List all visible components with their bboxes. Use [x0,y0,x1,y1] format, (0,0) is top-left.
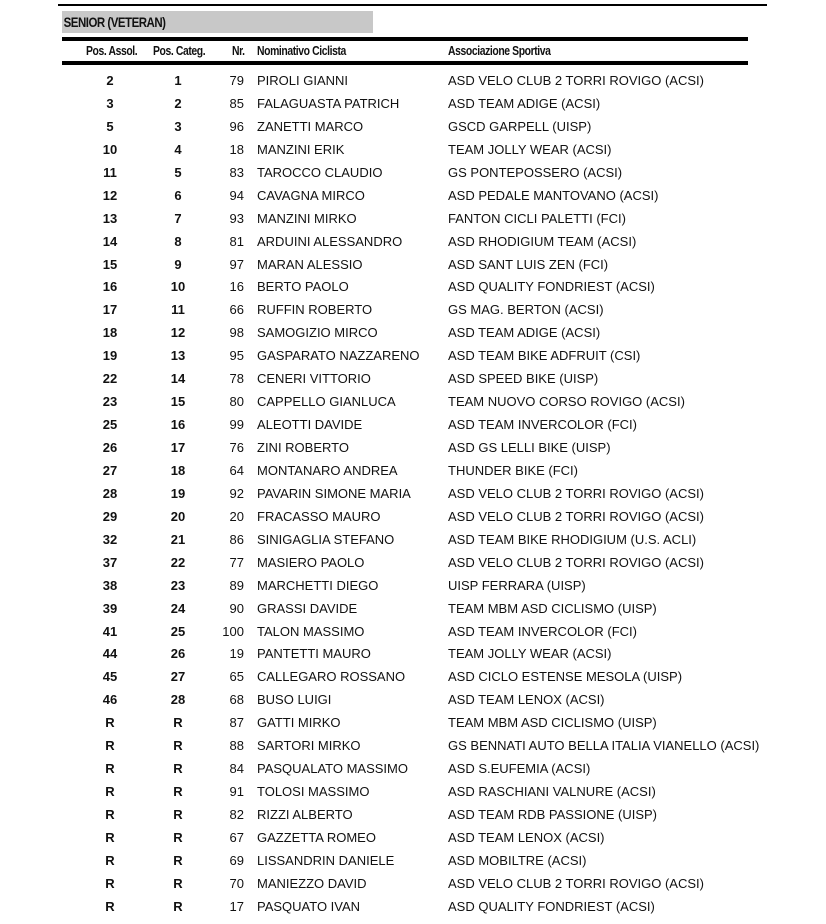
table-row [0,231,826,254]
team-cell: ASD TEAM LENOX (ACSI) [448,829,605,845]
pos-assol-cell: 28 [102,485,118,501]
pos-categ-cell: 10 [170,279,186,295]
pos-categ-cell: 11 [171,302,185,318]
team-cell: GS MAG. BERTON (ACSI) [448,302,604,318]
table-row [0,391,826,414]
pos-categ-cell: 15 [170,394,186,410]
nr-cell: 85 [229,95,244,111]
table-row [0,322,826,345]
pos-assol-cell: R [105,738,115,754]
table-row [0,460,826,483]
name-cell: ZANETTI MARCO [257,118,364,134]
pos-assol-cell: 10 [102,141,118,157]
nr-cell: 91 [229,784,244,800]
team-cell: ASD TEAM ADIGE (ACSI) [448,95,601,111]
pos-assol-cell: 38 [102,577,118,593]
table-row [0,621,826,644]
team-cell: TEAM NUOVO CORSO ROVIGO (ACSI) [448,394,685,410]
name-cell: GASPARATO NAZZARENO [257,348,420,364]
table-row [0,139,826,162]
name-cell: RUFFIN ROBERTO [257,302,373,318]
pos-categ-cell: 21 [170,531,186,547]
header-rule-bottom [62,61,748,65]
nr-cell: 98 [229,325,244,341]
pos-assol-cell: 26 [102,440,118,455]
nr-cell: 92 [229,485,244,501]
pos-assol-cell: 32 [102,531,118,547]
nr-cell: 64 [229,462,244,478]
team-cell: ASD QUALITY FONDRIEST (ACSI) [448,898,655,914]
pos-assol-cell: 22 [102,371,118,387]
pos-categ-cell: 2 [174,95,182,111]
nr-cell: 97 [229,256,244,272]
table-row [0,483,826,506]
team-cell: FANTON CICLI PALETTI (FCI) [448,210,626,226]
pos-assol-cell: R [105,852,115,868]
nr-cell: 84 [229,761,244,777]
name-cell: PASQUATO IVAN [257,898,361,914]
table-row [0,598,826,621]
name-cell: BUSO LUIGI [257,692,332,708]
team-cell: ASD SANT LUIS ZEN (FCI) [448,256,609,272]
name-cell: BERTO PAOLO [257,279,349,295]
name-cell: CALLEGARO ROSSANO [257,669,406,685]
table-row [0,575,826,598]
name-cell: MARAN ALESSIO [257,256,363,272]
pos-assol-cell: R [105,807,115,822]
name-cell: MARCHETTI DIEGO [257,577,379,593]
name-cell: MANIEZZO DAVID [257,875,367,891]
nr-cell: 90 [229,600,244,616]
name-cell: GRASSI DAVIDE [257,600,358,616]
team-cell: ASD CICLO ESTENSE MESOLA (UISP) [448,669,683,685]
nr-cell: 79 [229,73,244,88]
pos-assol-cell: 15 [102,256,118,272]
table-row [0,506,826,529]
table-row [0,735,826,758]
pos-assol-cell: 11 [103,164,117,180]
name-cell: PAVARIN SIMONE MARIA [257,485,411,501]
name-cell: PASQUALATO MASSIMO [257,761,408,777]
table-row [0,689,826,712]
name-cell: ARDUINI ALESSANDRO [257,233,403,249]
pos-assol-cell: R [105,875,115,891]
pos-assol-cell: R [105,715,115,731]
nr-cell: 77 [229,554,244,570]
table-row [0,254,826,277]
name-cell: CAPPELLO GIANLUCA [257,394,396,410]
name-cell: SARTORI MIRKO [257,738,361,754]
team-cell: ASD GS LELLI BIKE (UISP) [448,440,611,455]
team-cell: ASD QUALITY FONDRIEST (ACSI) [448,279,655,295]
team-cell: ASD VELO CLUB 2 TORRI ROVIGO (ACSI) [448,73,704,88]
pos-categ-cell: 14 [170,371,186,387]
pos-categ-cell: R [173,829,183,845]
pos-assol-cell: 29 [102,508,118,524]
pos-categ-cell: 19 [170,485,186,501]
name-cell: GATTI MIRKO [257,715,341,731]
nr-cell: 100 [222,623,244,639]
pos-categ-cell: 22 [170,554,186,570]
nr-cell: 82 [229,807,244,822]
pos-categ-cell: R [173,852,183,868]
name-cell: TOLOSI MASSIMO [257,784,370,800]
nr-cell: 99 [229,417,244,433]
name-cell: ALEOTTI DAVIDE [257,417,363,433]
nr-cell: 68 [229,692,244,708]
name-cell: MONTANARO ANDREA [257,462,398,478]
team-cell: ASD MOBILTRE (ACSI) [448,852,587,868]
nr-cell: 89 [229,577,244,593]
team-cell: ASD VELO CLUB 2 TORRI ROVIGO (ACSI) [448,875,704,891]
table-row [0,345,826,368]
table-row [0,437,826,460]
team-cell: ASD VELO CLUB 2 TORRI ROVIGO (ACSI) [448,485,704,501]
table-row [0,185,826,208]
nr-cell: 18 [229,141,244,157]
pos-categ-cell: 1 [174,73,182,88]
team-cell: ASD TEAM BIKE RHODIGIUM (U.S. ACLI) [448,531,697,547]
pos-assol-cell: 37 [102,554,118,570]
table-row [0,276,826,299]
team-cell: GS BENNATI AUTO BELLA ITALIA VIANELLO (ACSI) [448,738,760,754]
table-row [0,758,826,781]
pos-assol-cell: 18 [102,325,118,341]
pos-assol-cell: 3 [106,95,114,111]
header-associazione: Associazione Sportiva [448,43,551,58]
pos-assol-cell: 2 [106,73,114,88]
team-cell: ASD VELO CLUB 2 TORRI ROVIGO (ACSI) [448,508,704,524]
pos-assol-cell: 17 [102,302,118,318]
team-cell: ASD S.EUFEMIA (ACSI) [448,761,591,777]
pos-assol-cell: 5 [106,118,114,134]
team-cell: ASD RASCHIANI VALNURE (ACSI) [448,784,656,800]
pos-categ-cell: 13 [170,348,186,364]
pos-categ-cell: 8 [174,233,182,249]
name-cell: GAZZETTA ROMEO [257,829,376,845]
name-cell: LISSANDRIN DANIELE [257,852,395,868]
pos-categ-cell: 24 [170,600,186,616]
team-cell: TEAM JOLLY WEAR (ACSI) [448,646,612,662]
pos-assol-cell: R [105,784,115,800]
pos-categ-cell: R [173,807,183,822]
nr-cell: 17 [229,898,244,914]
pos-categ-cell: 27 [170,669,186,685]
team-cell: UISP FERRARA (UISP) [448,577,586,593]
nr-cell: 80 [229,394,244,410]
team-cell: ASD TEAM LENOX (ACSI) [448,692,605,708]
nr-cell: 69 [229,852,244,868]
pos-assol-cell: 27 [102,462,118,478]
pos-categ-cell: 3 [174,118,182,134]
nr-cell: 87 [229,715,244,731]
team-cell: ASD TEAM BIKE ADFRUIT (CSI) [448,348,641,364]
name-cell: FALAGUASTA PATRICH [257,95,400,111]
table-row [0,116,826,139]
pos-assol-cell: 16 [102,279,118,295]
pos-assol-cell: 19 [102,348,118,364]
pos-categ-cell: 9 [174,256,182,272]
name-cell: CENERI VITTORIO [257,371,371,387]
pos-categ-cell: 18 [170,462,186,478]
team-cell: ASD TEAM INVERCOLOR (FCI) [448,417,638,433]
pos-assol-cell: 45 [102,669,118,685]
pos-assol-cell: 25 [102,417,118,433]
table-row [0,850,826,873]
pos-categ-cell: 23 [170,577,186,593]
name-cell: PANTETTI MAURO [257,646,371,662]
team-cell: ASD TEAM RDB PASSIONE (UISP) [448,807,658,822]
pos-assol-cell: R [105,898,115,914]
nr-cell: 95 [229,348,244,364]
pos-categ-cell: 16 [170,417,186,433]
nr-cell: 20 [229,508,244,524]
pos-assol-cell: 13 [102,210,118,226]
table-row [0,414,826,437]
pos-categ-cell: R [173,761,183,777]
team-cell: ASD TEAM ADIGE (ACSI) [448,325,601,341]
team-cell: ASD RHODIGIUM TEAM (ACSI) [448,233,637,249]
name-cell: TALON MASSIMO [257,623,365,639]
pos-assol-cell: R [105,761,115,777]
nr-cell: 86 [229,531,244,547]
pos-categ-cell: 25 [170,623,186,639]
pos-assol-cell: 39 [102,600,118,616]
header-pos-categ: Pos. Categ. [153,43,206,58]
pos-assol-cell: 14 [102,233,118,249]
team-cell: TEAM MBM ASD CICLISMO (UISP) [448,600,657,616]
table-row [0,712,826,735]
pos-assol-cell: 44 [102,646,118,662]
table-row [0,643,826,666]
team-cell: TEAM MBM ASD CICLISMO (UISP) [448,715,657,731]
nr-cell: 19 [229,646,244,662]
section-title [62,11,373,33]
pos-categ-cell: 26 [170,646,186,662]
table-row [0,804,826,827]
header-pos-assol: Pos. Assol. [86,43,138,58]
name-cell: FRACASSO MAURO [257,508,381,524]
team-cell: ASD VELO CLUB 2 TORRI ROVIGO (ACSI) [448,554,704,570]
table-row [0,552,826,575]
table-row [0,368,826,391]
pos-assol-cell: 41 [102,623,118,639]
table-row [0,529,826,552]
nr-cell: 93 [229,210,244,226]
section-title-text: SENIOR (VETERAN) [63,14,166,30]
name-cell: MANZINI MIRKO [257,210,357,226]
table-row [0,896,826,919]
nr-cell: 16 [229,279,244,295]
table-row [0,666,826,689]
table-row [0,93,826,116]
pos-categ-cell: R [173,875,183,891]
name-cell: PIROLI GIANNI [257,73,349,88]
pos-assol-cell: 12 [102,187,118,203]
table-row [0,827,826,850]
team-cell: TEAM JOLLY WEAR (ACSI) [448,141,612,157]
team-cell: THUNDER BIKE (FCI) [448,462,578,478]
table-row [0,873,826,896]
table-row [0,208,826,231]
nr-cell: 67 [229,829,244,845]
name-cell: CAVAGNA MIRCO [257,187,365,203]
name-cell: TAROCCO CLAUDIO [257,164,383,180]
results-table [0,70,826,919]
pos-categ-cell: R [173,738,183,754]
nr-cell: 66 [229,302,244,318]
pos-assol-cell: R [105,829,115,845]
table-row [0,70,826,93]
nr-cell: 88 [229,738,244,754]
name-cell: MASIERO PAOLO [257,554,365,570]
table-row [0,781,826,804]
nr-cell: 83 [229,164,244,180]
nr-cell: 78 [229,371,244,387]
header-nominativo: Nominativo Ciclista [257,43,346,58]
nr-cell: 65 [229,669,244,685]
nr-cell: 76 [229,440,244,455]
pos-categ-cell: 12 [170,325,186,341]
nr-cell: 94 [229,187,244,203]
pos-assol-cell: 46 [102,692,118,708]
team-cell: ASD PEDALE MANTOVANO (ACSI) [448,187,659,203]
nr-cell: 96 [229,118,244,134]
name-cell: MANZINI ERIK [257,141,345,157]
pos-categ-cell: 6 [174,187,182,203]
pos-categ-cell: R [173,898,183,914]
name-cell: SAMOGIZIO MIRCO [257,325,378,341]
pos-categ-cell: R [173,784,183,800]
nr-cell: 81 [229,233,244,249]
name-cell: SINIGAGLIA STEFANO [257,531,395,547]
name-cell: ZINI ROBERTO [257,440,349,455]
team-cell: GSCD GARPELL (UISP) [448,118,592,134]
pos-assol-cell: 23 [102,394,118,410]
name-cell: RIZZI ALBERTO [257,807,353,822]
header-rule-top [62,37,748,41]
header-nr: Nr. [232,43,245,58]
table-row [0,162,826,185]
team-cell: ASD SPEED BIKE (UISP) [448,371,599,387]
team-cell: ASD TEAM INVERCOLOR (FCI) [448,623,638,639]
pos-categ-cell: 4 [174,141,182,157]
top-rule [58,4,767,6]
pos-categ-cell: R [173,715,183,731]
pos-categ-cell: 20 [170,508,186,524]
pos-categ-cell: 17 [170,440,186,455]
team-cell: GS PONTEPOSSERO (ACSI) [448,164,623,180]
pos-categ-cell: 28 [170,692,186,708]
pos-categ-cell: 7 [174,210,182,226]
pos-categ-cell: 5 [174,164,182,180]
table-row [0,299,826,322]
nr-cell: 70 [229,875,244,891]
